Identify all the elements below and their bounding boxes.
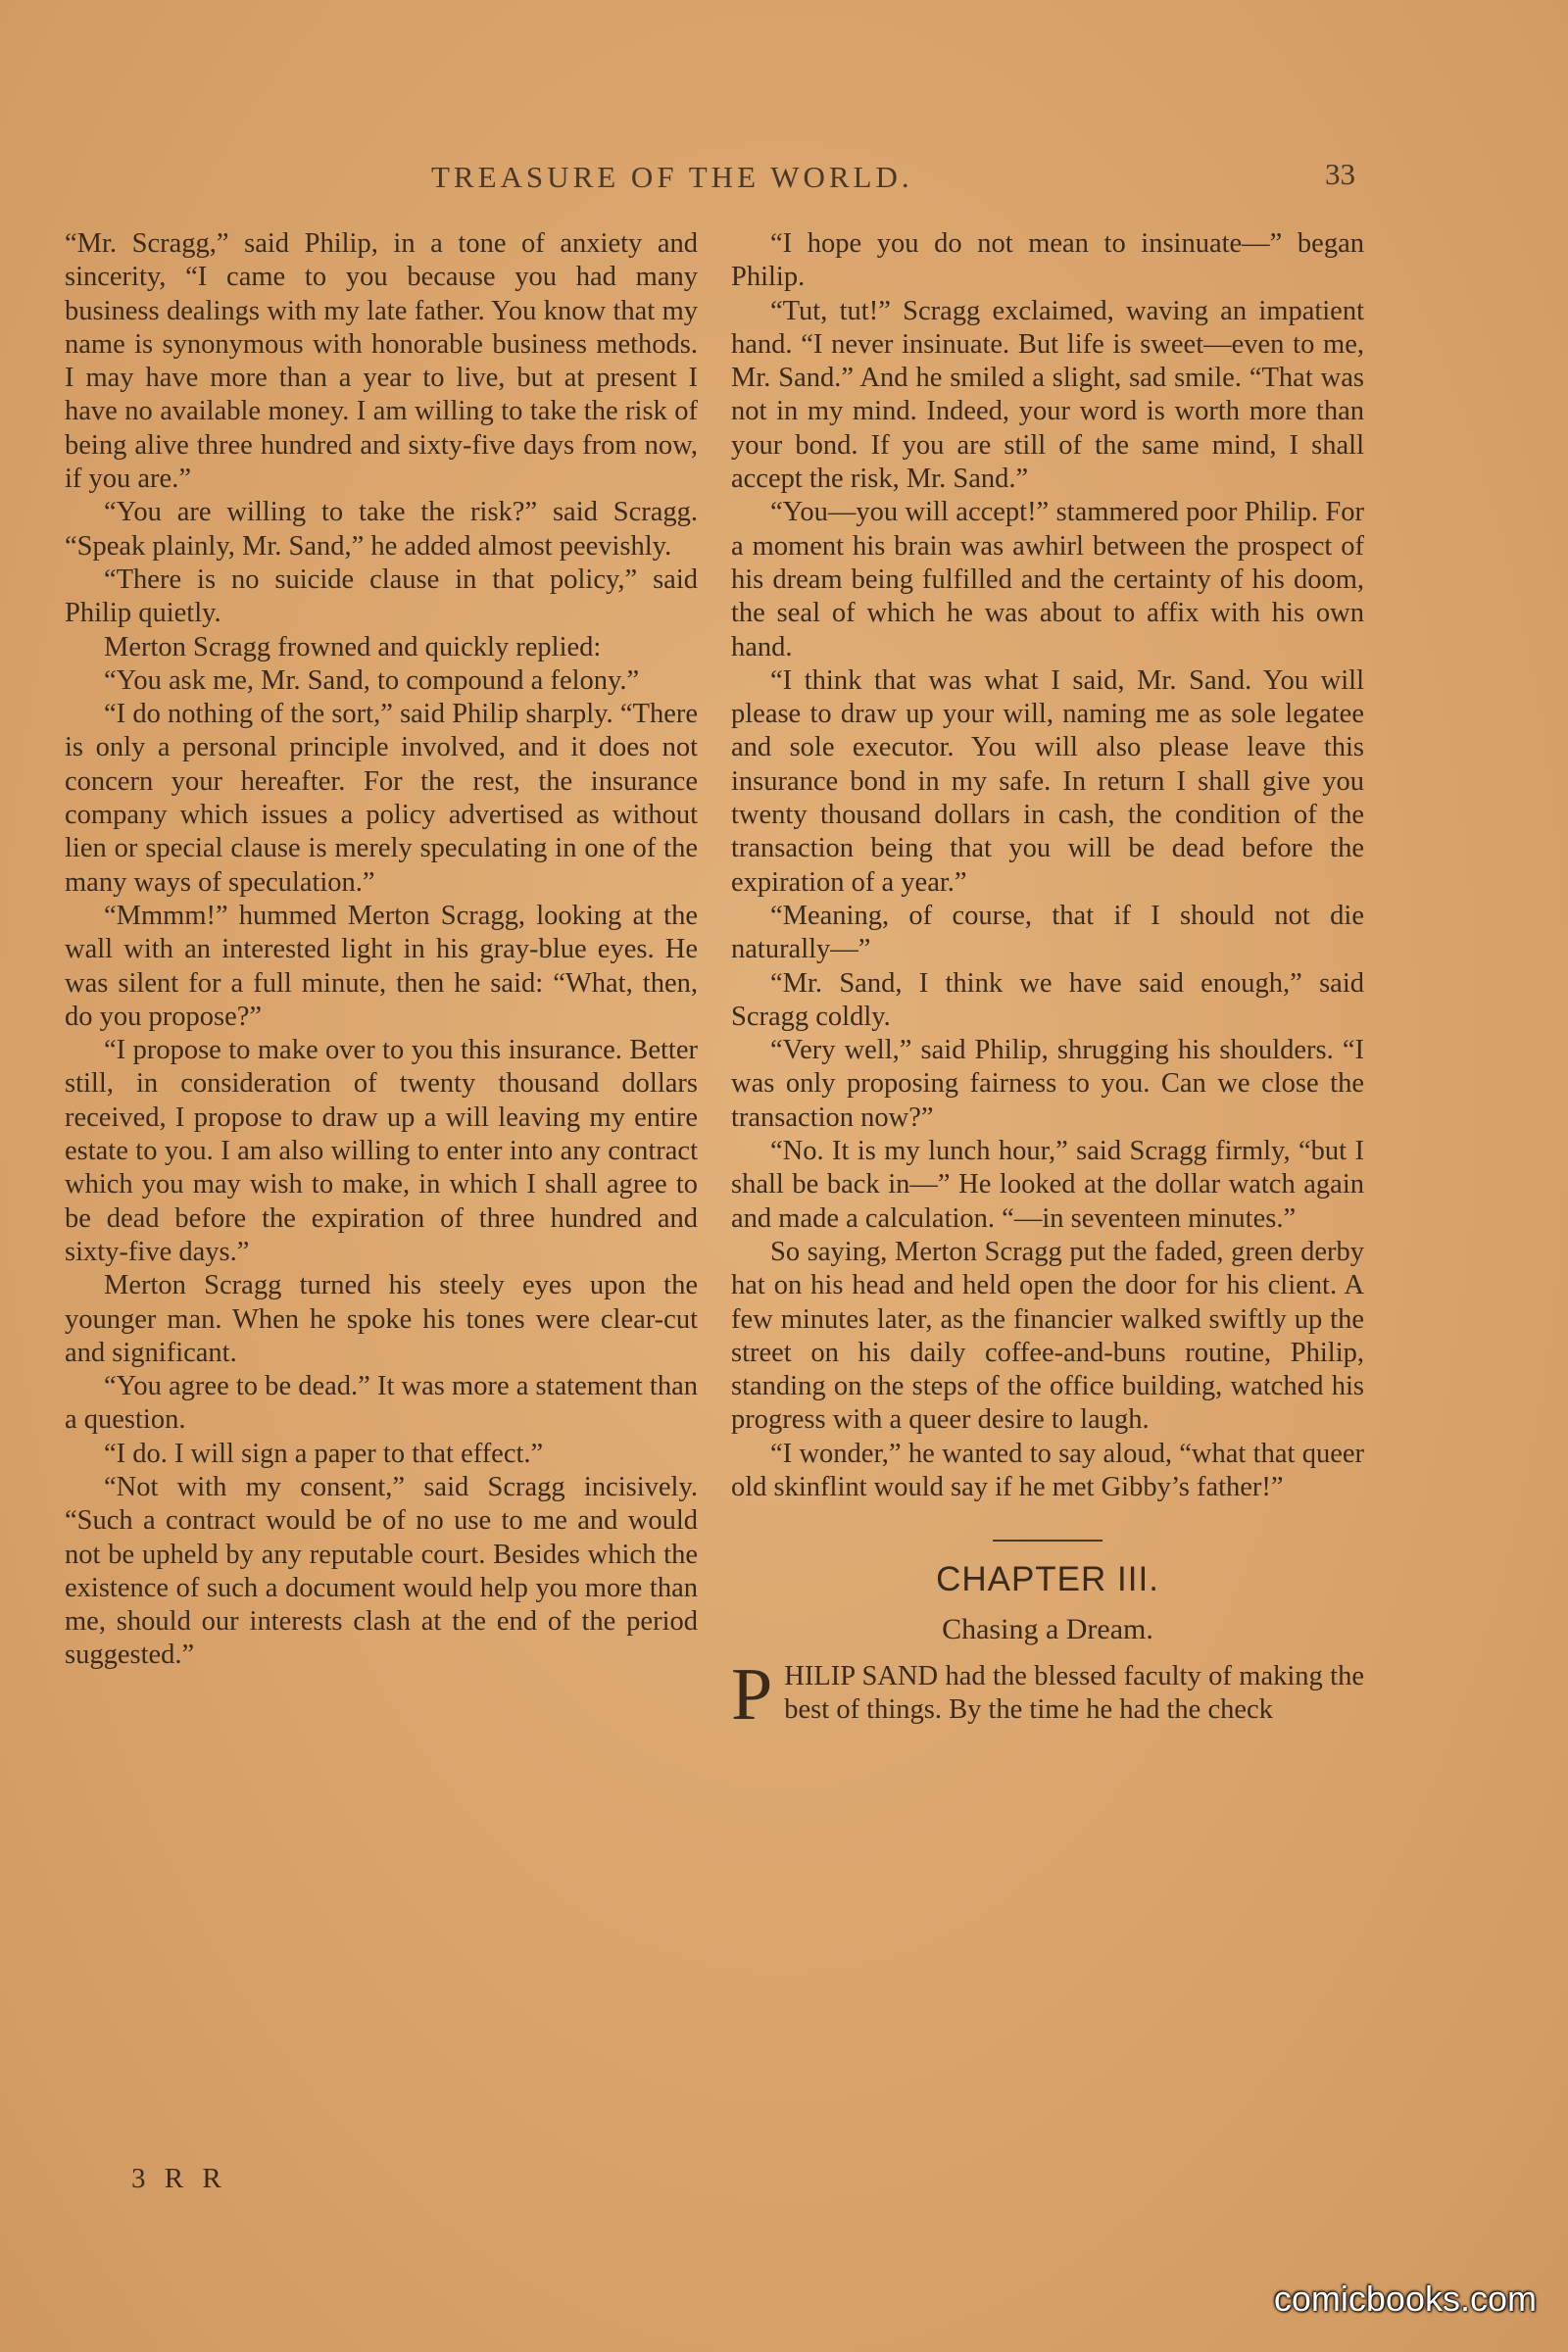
paragraph: “I propose to make over to you this insurance. Better still, in consideration of twenty thousand dollars received, I propose to draw up a will leaving my entire estate to you. I am also willing to enter into any contract which you may wish to make, in which I shall agree to be dead before the expiration of three hundred and sixty-five days.” (65, 1035, 698, 1267)
paragraph: “Very well,” said Philip, shrugging his shoulders. “I was only proposing fairness to you. Can we close the transaction now?” (731, 1035, 1364, 1133)
paragraph: “You agree to be dead.” It was more a statement than a question. (65, 1371, 698, 1436)
paragraph: “Mmmm!” hummed Merton Scragg, looking at the wall with an interested light in his gray-blue eyes. He was silent for a full minute, then he said: “What, then, do you propose?” (65, 900, 698, 1032)
opening-text: had the blessed faculty of making the best of things. By the time he had the check (784, 1660, 1364, 1726)
paragraph: “I hope you do not mean to insinuate—” began Philip. (731, 228, 1364, 293)
running-head: TREASURE OF THE WORLD. (431, 160, 913, 194)
paragraph: “No. It is my lunch hour,” said Scragg firmly, “but I shall be back in—” He looked at the dollar watch again and made a calculation. “—in seventeen minutes.” (731, 1136, 1364, 1234)
paragraph: “Tut, tut!” Scragg exclaimed, waving an impatient hand. “I never insinuate. But life is sweet—even to me, Mr. Sand.” And he smiled a slight, sad smile. “That was not in my mind. Indeed, your word is worth more than your bond. If you are still of the same mind, I shall accept the risk, Mr. Sand.” (731, 295, 1364, 495)
paragraph: “I think that was what I said, Mr. Sand. You will please to draw up your will, naming me as sole legatee and sole executor. You will also please leave this insurance bond in my safe. In return I shall give you twenty thousand dollars in cash, the condition of the transaction being that you will be dead before the expiration of a year.” (731, 664, 1364, 898)
chapter-divider (993, 1540, 1102, 1542)
opening-small-caps: HILIP SAND (784, 1660, 939, 1691)
chapter-opening-paragraph (731, 1652, 1364, 1736)
page-number: 33 (1325, 157, 1355, 191)
paragraph: “There is no suicide clause in that policy,” said Philip quietly. (65, 564, 698, 629)
paragraph: So saying, Merton Scragg put the faded, green derby hat on his head and held open the door for his client. A few minutes later, as the financier walked swiftly up the street on his daily coffee-and-buns routine, Philip, standing on the steps of the office building, watched his progress with a queer desire to laugh. (731, 1236, 1364, 1436)
right-column (731, 227, 1364, 1736)
paragraph: Merton Scragg frowned and quickly replied: (104, 631, 602, 662)
paragraph: “I wonder,” he wanted to say aloud, “what that queer old skinflint would say if he met Gibby’s father!” (731, 1438, 1364, 1502)
chapter-title: CHAPTER III. (936, 1560, 1159, 1599)
printer-signature: 3 R R (131, 2163, 227, 2194)
paragraph: “You—you will accept!” stammered poor Philip. For a moment his brain was awhirl between the prospect of his dream being fulfilled and the certainty of his doom, the seal of which he was about to affix with his own hand. (731, 497, 1364, 662)
paragraph: “Mr. Sand, I think we have said enough,” said Scragg coldly. (731, 967, 1364, 1032)
paragraph: “You ask me, Mr. Sand, to compound a felony.” (104, 664, 640, 696)
paragraph: “Mr. Scragg,” said Philip, in a tone of anxiety and sincerity, “I came to you because you had many business dealings with my late father. You know that my name is synonymous with honorable business methods. I may have more than a year to live, but at present I have no available money. I am willing to take the risk of being alive three hundred and sixty-five days from now, if you are.” (65, 228, 698, 495)
paragraph: “You are willing to take the risk?” said Scragg. “Speak plainly, Mr. Sand,” he added almost peevishly. (65, 497, 698, 562)
paragraph: “I do. I will sign a paper to that effect.” (104, 1438, 544, 1469)
paragraph: Merton Scragg turned his steely eyes upon the younger man. When he spoke his tones were clear-cut and significant. (65, 1270, 698, 1368)
watermark: comicbooks.com (1273, 2278, 1537, 2319)
paragraph: “Meaning, of course, that if I should not die naturally—” (731, 900, 1364, 965)
left-column (65, 227, 698, 1673)
paragraph: “Not with my consent,” said Scragg incisively. “Such a contract would be of no use to me and would not be upheld by any reputable court. Besides which the existence of such a document would help you more than me, should our interests clash at the end of the period suggested.” (65, 1471, 698, 1671)
paragraph: “I do nothing of the sort,” said Philip sharply. “There is only a personal principle involved, and it does not concern your hereafter. For the rest, the insurance company which issues a policy advertised as without lien or special clause is merely speculating in one of the many ways of speculation.” (65, 699, 698, 898)
chapter-subtitle: Chasing a Dream. (942, 1612, 1153, 1645)
drop-cap: P (731, 1652, 773, 1736)
